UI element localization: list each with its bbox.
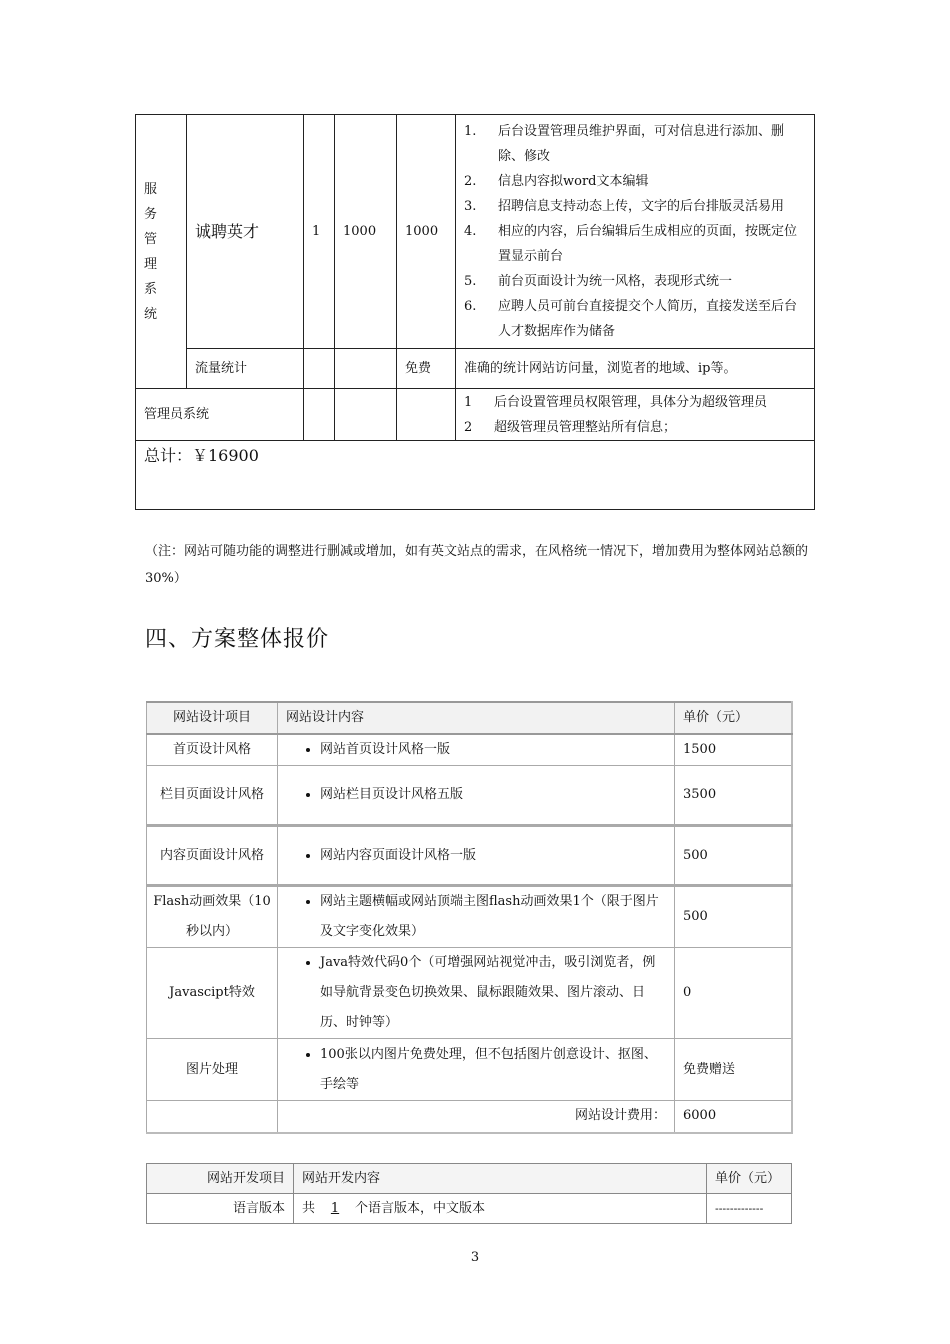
recruit-features bbox=[456, 115, 815, 349]
admin-name: 管理员系统 bbox=[136, 389, 304, 441]
table-row: Javascipt特效 • Java特效代码0个（可增强网站视觉冲击，吸引浏览者，例如导航背景变色切换效果、鼠标跟随效果、图片滚动、日历、时钟等） 0 bbox=[147, 948, 793, 1039]
list-item: 6. 应聘人员可前台直接提交个人简历，直接发送至后台人才数据库作为储备 bbox=[464, 299, 798, 339]
table-row: 首页设计风格 • 网站首页设计风格一版 1500 bbox=[147, 734, 793, 766]
service-cost-table bbox=[135, 114, 815, 510]
service-group-label: 服务管理系统 bbox=[136, 115, 187, 389]
list-item: 5. 前台页面设计为统一风格，表现形式统一 bbox=[464, 274, 733, 289]
design-fee-value: 6000 bbox=[675, 1101, 793, 1133]
traffic-total: 免费 bbox=[397, 349, 456, 389]
note-text: （注：网站可随功能的调整进行删减或增加，如有英文站点的需求，在风格统一情况下，增加费用为整体网站总额的30%） bbox=[145, 544, 809, 586]
header-price: 单价（元） bbox=[675, 702, 793, 734]
table-row: 语言版本 共 1 个语言版本，中文版本 ------------- bbox=[147, 1194, 792, 1224]
design-price-table bbox=[146, 701, 793, 1134]
header-design-content: 网站设计内容 bbox=[278, 702, 675, 734]
recruit-unit-price: 1000 bbox=[335, 115, 397, 349]
list-item: 4. 相应的内容，后台编辑后生成相应的页面，按既定位置显示前台 bbox=[464, 224, 798, 264]
page-number: 3 bbox=[470, 1250, 480, 1265]
list-item: 1. 后台设置管理员维护界面，可对信息进行添加、删除、修改 bbox=[464, 124, 785, 164]
list-item: 2. 信息内容拟word文本编辑 bbox=[464, 174, 649, 189]
traffic-desc: 准确的统计网站访问量，浏览者的地域、ip等。 bbox=[456, 349, 815, 389]
recruit-qty: 1 bbox=[304, 115, 335, 349]
table-row: 栏目页面设计风格 • 网站栏目页设计风格五版 3500 bbox=[147, 766, 793, 826]
table-row: Flash动画效果（10秒以内） • 网站主题横幅或网站顶端主图flash动画效果1个（限于图片及文字变化效果） 500 bbox=[147, 886, 793, 948]
header-dev-price: 单价（元） bbox=[707, 1164, 792, 1194]
dev-price-table bbox=[146, 1163, 792, 1224]
table-row: 内容页面设计风格 • 网站内容页面设计风格一版 500 bbox=[147, 826, 793, 886]
list-item: 2 超级管理员管理整站所有信息； bbox=[464, 419, 677, 435]
total-sum: 总计：￥16900 bbox=[136, 441, 815, 510]
table-row bbox=[147, 1101, 793, 1133]
header-design-item: 网站设计项目 bbox=[147, 702, 278, 734]
admin-features bbox=[456, 389, 815, 441]
list-item: 1 后台设置管理员权限管理，具体分为超级管理员 bbox=[464, 394, 768, 410]
design-fee-label: 网站设计费用： bbox=[278, 1101, 675, 1133]
traffic-name: 流量统计 bbox=[187, 349, 304, 389]
recruit-name: 诚聘英才 bbox=[187, 115, 304, 349]
header-dev-content: 网站开发内容 bbox=[294, 1164, 707, 1194]
table-row: 图片处理 • 100张以内图片免费处理，但不包括图片创意设计、抠图、手绘等 免费赠送 bbox=[147, 1039, 793, 1101]
section-heading: 四、方案整体报价 bbox=[145, 627, 330, 652]
list-item: 3. 招聘信息支持动态上传，文字的后台排版灵活易用 bbox=[464, 199, 785, 214]
recruit-total: 1000 bbox=[397, 115, 456, 349]
header-dev-item: 网站开发项目 bbox=[147, 1164, 294, 1194]
